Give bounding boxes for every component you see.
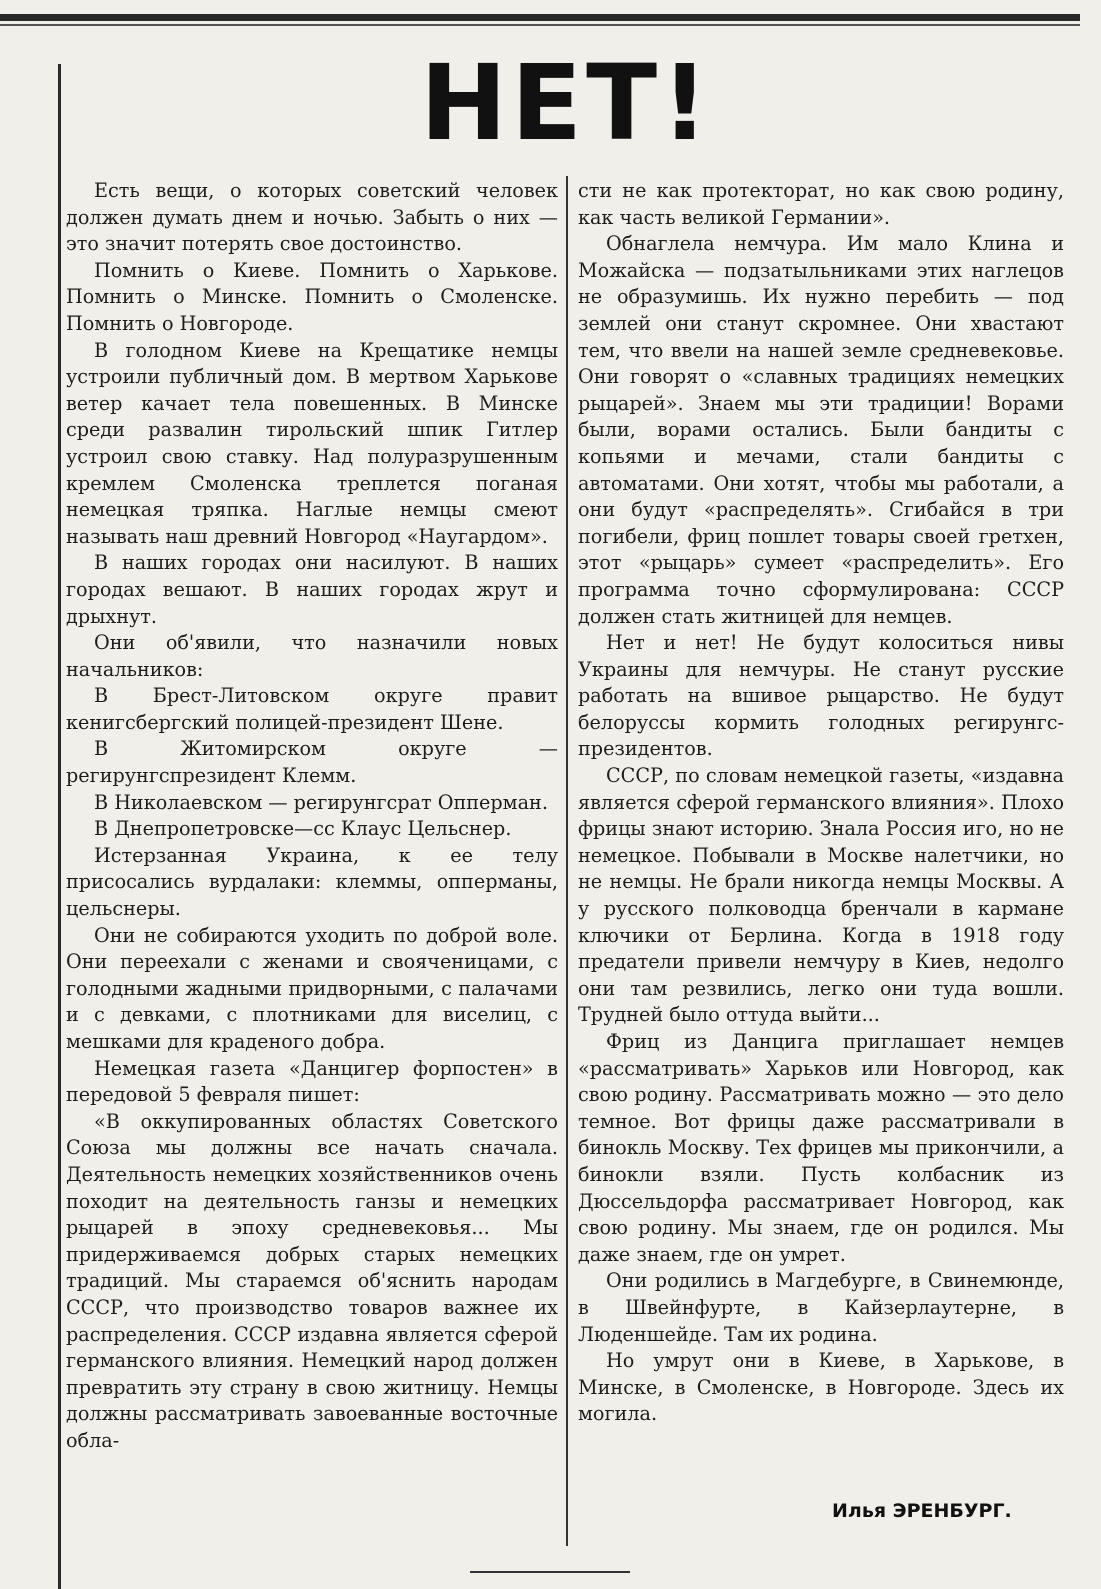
left-border-rule: [58, 64, 61, 1589]
paragraph: Немецкая газета «Данцигер форпостен» в передовой 5 февраля пишет:: [66, 1056, 558, 1107]
paragraph: В Житомирском округе — регирунгспрезидент Клемм.: [66, 737, 558, 788]
paragraph: Они родились в Магдебурге, в Свинемюнде, в Швейнфурте, в Кайзерлаутерне, в Люденшейде. Там их родина.: [578, 1269, 1064, 1346]
paragraph: В Днепропетровске—сс Клаус Цельснер.: [94, 817, 512, 841]
paragraph: Они не собираются уходить по доброй воле. Они переехали с женами и свояченицами, с голодными жадными придворными, с палачами и с девками, с плотниками для виселиц, с мешками для краденого добра.: [66, 923, 558, 1053]
paragraph: Помнить о Киеве. Помнить о Харькове. Помнить о Минске. Помнить о Смоленске. Помнить о Новгороде.: [66, 258, 558, 335]
top-border-rule: [0, 14, 1080, 21]
paragraph: Но умрут они в Киеве, в Харькове, в Минске, в Смоленске, в Новгороде. Здесь их могила.: [578, 1349, 1064, 1426]
paragraph-continuation: сти не как протекторат, но как свою родину, как часть великой Германии».: [578, 179, 1064, 229]
bottom-rule: [470, 1571, 630, 1573]
author-signature: Илья ЭРЕНБУРГ.: [832, 1500, 1012, 1522]
article-headline: НЕТ!: [420, 42, 713, 164]
paragraph: В голодном Киеве на Крещатике немцы устроили публичный дом. В мертвом Харькове ветер качает тела повешенных. В Минске среди развалин тирольский шпик Гитлер устроил свою ставку. Над полуразрушенным кремлем Смоленска треплется поганая немецкая тряпка. Наглые немцы смеют называть наш древний Новгород «Наугардом».: [66, 338, 558, 548]
paragraph: Обнаглела немчура. Им мало Клина и Можайска — подзатыльниками этих наглецов не образумишь. Их нужно перебить — под землей они станут скромнее. Они хвастают тем, что ввели на нашей земле средневековье. Они говорят о «славных традициях немецких рыцарей». Знаем мы эти традиции! Ворами были, ворами остались. Были бандиты с копьями и мечами, стали бандиты с автоматами. Они хотят, чтобы мы работали, а они будут «распределять». Сгибайся в три погибели, фриц пошлет товары своей гретхен, этот «рыцарь» сумеет «распределить». Его программа точно сформулирована: СССР должен стать житницей для немцев.: [578, 232, 1064, 628]
paragraph: Нет и нет! Не будут колоситься нивы Украины для немчуры. Не станут русские работать на вшивое рыцарство. Не будут белоруссы кормить голодных регирунгс-президентов.: [578, 631, 1064, 761]
paragraph: СССР, по словам немецкой газеты, «издавна является сферой германского влияния». Плохо фрицы знают историю. Знала Россия иго, но не немецкое. Побывали в Москве налетчики, но не немцы. Не брали никогда немцы Москвы. А у русского полководца бренчали в кармане ключики от Берлина. Когда в 1918 году предатели привели немчуру в Киев, недолго они там резвились, легко они туда вошли. Трудней было оттуда выйти...: [578, 764, 1064, 1027]
paragraph: В Брест-Литовском округе правит кенигсбергский полицей-президент Шене.: [66, 684, 558, 734]
paragraph: Истерзанная Украина, к ее телу присосались вурдалаки: клеммы, опперманы, цельснеры.: [66, 843, 558, 921]
left-text-column: [66, 178, 558, 1455]
top-border-thin-rule: [0, 24, 1080, 26]
right-text-column: [578, 178, 1064, 1428]
paragraph: В наших городах они насилуют. В наших городах вешают. В наших городах жрут и дрыхнут.: [66, 551, 558, 628]
paragraph: Фриц из Данцига приглашает немцев «рассматривать» Харьков или Новгород, как свою родину. Рассматривать можно — это дело темное. Вот фрицы даже рассматривали в бинокль Москву. Тех фрицев мы прикончили, а бинокли взяли. Пусть колбасник из Дюссельдорфа рассматривает Новгород, как свою родину. Мы знаем, где он родился. Мы даже знаем, где он умрет.: [578, 1030, 1064, 1266]
quote-paragraph: «В оккупированных областях Советского Союза мы должны все начать сначала. Деятельность немецких хозяйственников очень походит на деятельность ганзы и немецких рыцарей в эпоху средневековья... Мы придерживаемся добрых старых немецких традиций. Мы стараемся об'яснить народам СССР, что производство товаров важнее их распределения. СССР издавна является сферой германского влияния. Немецкий народ должен превратить эту страну в свою житницу. Немцы должны рассматривать завоеванные восточные обла-: [66, 1109, 558, 1452]
column-divider: [566, 176, 568, 1546]
paragraph: Они об'явили, что назначили новых начальников:: [66, 631, 558, 681]
paragraph: В Николаевском — регирунгсрат Опперман.: [94, 790, 548, 814]
paragraph: Есть вещи, о которых советский человек должен думать днем и ночью. Забыть о них — это значит потерять свое достоинство.: [66, 179, 558, 256]
